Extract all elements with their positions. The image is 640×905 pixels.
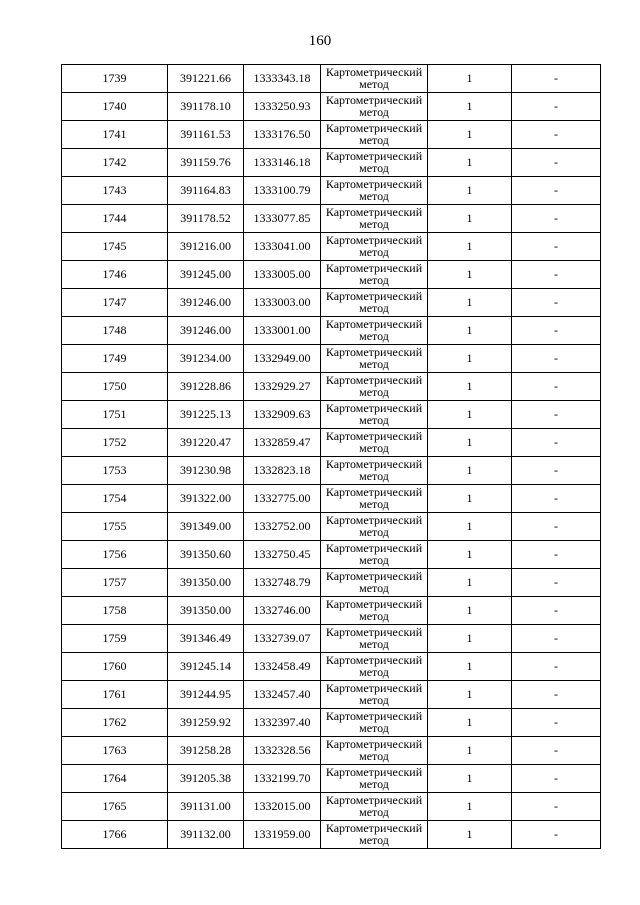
point-number: 1746 <box>62 261 168 289</box>
note-cell: - <box>512 289 601 317</box>
note-cell: - <box>512 625 601 653</box>
point-number: 1748 <box>62 317 168 345</box>
table-row <box>62 737 601 765</box>
count-cell: 1 <box>428 709 512 737</box>
x-coordinate: 391178.52 <box>168 205 244 233</box>
method-line-2: метод <box>359 385 389 399</box>
table-row <box>62 681 601 709</box>
table-row <box>62 457 601 485</box>
y-coordinate: 1332929.27 <box>244 373 321 401</box>
x-coordinate: 391161.53 <box>168 121 244 149</box>
y-coordinate: 1332909.63 <box>244 401 321 429</box>
x-coordinate: 391216.00 <box>168 233 244 261</box>
note-cell: - <box>512 513 601 541</box>
y-coordinate: 1333077.85 <box>244 205 321 233</box>
method-line-2: метод <box>359 189 389 203</box>
y-coordinate: 1333343.18 <box>244 65 321 93</box>
method-line-2: метод <box>359 161 389 175</box>
count-cell: 1 <box>428 373 512 401</box>
y-coordinate: 1332458.49 <box>244 653 321 681</box>
method-cell <box>321 653 428 681</box>
x-coordinate: 391225.13 <box>168 401 244 429</box>
method-line-1: Картометрический <box>325 625 423 639</box>
table-row <box>62 177 601 205</box>
method-cell <box>321 373 428 401</box>
method-line-2: метод <box>359 833 389 847</box>
method-line-1: Картометрический <box>325 765 423 779</box>
x-coordinate: 391350.60 <box>168 541 244 569</box>
x-coordinate: 391245.14 <box>168 653 244 681</box>
y-coordinate: 1333176.50 <box>244 121 321 149</box>
count-cell: 1 <box>428 569 512 597</box>
x-coordinate: 391258.28 <box>168 737 244 765</box>
method-line-2: метод <box>359 553 389 567</box>
method-line-2: метод <box>359 665 389 679</box>
table-row <box>62 65 601 93</box>
count-cell: 1 <box>428 765 512 793</box>
note-cell: - <box>512 457 601 485</box>
method-line-2: метод <box>359 777 389 791</box>
y-coordinate: 1333003.00 <box>244 289 321 317</box>
method-cell <box>321 765 428 793</box>
note-cell: - <box>512 317 601 345</box>
count-cell: 1 <box>428 121 512 149</box>
method-line-1: Картометрический <box>325 261 423 275</box>
count-cell: 1 <box>428 177 512 205</box>
x-coordinate: 391132.00 <box>168 821 244 849</box>
x-coordinate: 391245.00 <box>168 261 244 289</box>
method-line-1: Картометрический <box>325 429 423 443</box>
x-coordinate: 391244.95 <box>168 681 244 709</box>
method-cell <box>321 513 428 541</box>
method-line-2: метод <box>359 105 389 119</box>
method-line-1: Картометрический <box>325 821 423 835</box>
x-coordinate: 391205.38 <box>168 765 244 793</box>
method-line-1: Картометрический <box>325 681 423 695</box>
point-number: 1758 <box>62 597 168 625</box>
method-line-1: Картометрический <box>325 93 423 107</box>
point-number: 1762 <box>62 709 168 737</box>
x-coordinate: 391228.86 <box>168 373 244 401</box>
note-cell: - <box>512 541 601 569</box>
table-row <box>62 289 601 317</box>
count-cell: 1 <box>428 485 512 513</box>
point-number: 1761 <box>62 681 168 709</box>
note-cell: - <box>512 93 601 121</box>
count-cell: 1 <box>428 653 512 681</box>
method-line-1: Картометрический <box>325 317 423 331</box>
count-cell: 1 <box>428 345 512 373</box>
note-cell: - <box>512 821 601 849</box>
method-line-2: метод <box>359 805 389 819</box>
note-cell: - <box>512 597 601 625</box>
method-line-1: Картометрический <box>325 233 423 247</box>
method-cell <box>321 317 428 345</box>
note-cell: - <box>512 177 601 205</box>
method-line-2: метод <box>359 133 389 147</box>
point-number: 1739 <box>62 65 168 93</box>
point-number: 1763 <box>62 737 168 765</box>
point-number: 1749 <box>62 345 168 373</box>
method-line-2: метод <box>359 525 389 539</box>
method-cell <box>321 121 428 149</box>
y-coordinate: 1333005.00 <box>244 261 321 289</box>
method-line-2: метод <box>359 749 389 763</box>
note-cell: - <box>512 401 601 429</box>
x-coordinate: 391259.92 <box>168 709 244 737</box>
method-line-1: Картометрический <box>325 457 423 471</box>
y-coordinate: 1332750.45 <box>244 541 321 569</box>
method-line-1: Картометрический <box>325 205 423 219</box>
x-coordinate: 391178.10 <box>168 93 244 121</box>
point-number: 1743 <box>62 177 168 205</box>
page-number: 160 <box>308 33 332 49</box>
count-cell: 1 <box>428 401 512 429</box>
point-number: 1745 <box>62 233 168 261</box>
method-line-2: метод <box>359 413 389 427</box>
method-cell <box>321 569 428 597</box>
x-coordinate: 391349.00 <box>168 513 244 541</box>
y-coordinate: 1332199.70 <box>244 765 321 793</box>
note-cell: - <box>512 121 601 149</box>
table-row <box>62 429 601 457</box>
count-cell: 1 <box>428 93 512 121</box>
method-line-1: Картометрический <box>325 485 423 499</box>
y-coordinate: 1333146.18 <box>244 149 321 177</box>
method-cell <box>321 737 428 765</box>
note-cell: - <box>512 205 601 233</box>
x-coordinate: 391159.76 <box>168 149 244 177</box>
table-row <box>62 317 601 345</box>
method-line-1: Картометрический <box>325 401 423 415</box>
method-cell <box>321 821 428 849</box>
note-cell: - <box>512 65 601 93</box>
method-line-2: метод <box>359 301 389 315</box>
method-cell <box>321 457 428 485</box>
table-row <box>62 345 601 373</box>
method-cell <box>321 793 428 821</box>
table-row <box>62 765 601 793</box>
y-coordinate: 1332752.00 <box>244 513 321 541</box>
count-cell: 1 <box>428 261 512 289</box>
method-cell <box>321 65 428 93</box>
note-cell: - <box>512 345 601 373</box>
y-coordinate: 1331959.00 <box>244 821 321 849</box>
point-number: 1740 <box>62 93 168 121</box>
method-cell <box>321 289 428 317</box>
table-row <box>62 625 601 653</box>
x-coordinate: 391322.00 <box>168 485 244 513</box>
point-number: 1747 <box>62 289 168 317</box>
x-coordinate: 391221.66 <box>168 65 244 93</box>
note-cell: - <box>512 737 601 765</box>
y-coordinate: 1332328.56 <box>244 737 321 765</box>
method-line-2: метод <box>359 497 389 511</box>
x-coordinate: 391246.00 <box>168 317 244 345</box>
table-row <box>62 709 601 737</box>
count-cell: 1 <box>428 793 512 821</box>
method-cell <box>321 429 428 457</box>
table-row <box>62 541 601 569</box>
method-cell <box>321 205 428 233</box>
note-cell: - <box>512 681 601 709</box>
method-line-1: Картометрический <box>325 569 423 583</box>
point-number: 1750 <box>62 373 168 401</box>
x-coordinate: 391131.00 <box>168 793 244 821</box>
method-line-2: метод <box>359 581 389 595</box>
count-cell: 1 <box>428 289 512 317</box>
count-cell: 1 <box>428 429 512 457</box>
table-row <box>62 653 601 681</box>
method-line-1: Картометрический <box>325 653 423 667</box>
y-coordinate: 1332775.00 <box>244 485 321 513</box>
point-number: 1764 <box>62 765 168 793</box>
method-line-2: метод <box>359 441 389 455</box>
table-row <box>62 233 601 261</box>
point-number: 1744 <box>62 205 168 233</box>
count-cell: 1 <box>428 821 512 849</box>
y-coordinate: 1332739.07 <box>244 625 321 653</box>
method-line-2: метод <box>359 329 389 343</box>
table-row <box>62 401 601 429</box>
x-coordinate: 391220.47 <box>168 429 244 457</box>
method-cell <box>321 597 428 625</box>
y-coordinate: 1332746.00 <box>244 597 321 625</box>
note-cell: - <box>512 793 601 821</box>
method-line-1: Картометрический <box>325 513 423 527</box>
y-coordinate: 1332457.40 <box>244 681 321 709</box>
point-number: 1757 <box>62 569 168 597</box>
x-coordinate: 391346.49 <box>168 625 244 653</box>
coordinates-table <box>61 64 601 849</box>
count-cell: 1 <box>428 205 512 233</box>
method-line-2: метод <box>359 469 389 483</box>
method-line-2: метод <box>359 273 389 287</box>
note-cell: - <box>512 485 601 513</box>
y-coordinate: 1333250.93 <box>244 93 321 121</box>
method-line-2: метод <box>359 245 389 259</box>
table-row <box>62 121 601 149</box>
y-coordinate: 1332015.00 <box>244 793 321 821</box>
method-cell <box>321 261 428 289</box>
method-line-2: метод <box>359 217 389 231</box>
count-cell: 1 <box>428 317 512 345</box>
method-line-2: метод <box>359 357 389 371</box>
y-coordinate: 1332748.79 <box>244 569 321 597</box>
y-coordinate: 1332397.40 <box>244 709 321 737</box>
method-line-1: Картометрический <box>325 121 423 135</box>
table-row <box>62 513 601 541</box>
method-cell <box>321 149 428 177</box>
method-cell <box>321 401 428 429</box>
method-cell <box>321 233 428 261</box>
method-line-1: Картометрический <box>325 373 423 387</box>
method-line-1: Картометрический <box>325 541 423 555</box>
method-line-2: метод <box>359 637 389 651</box>
point-number: 1741 <box>62 121 168 149</box>
point-number: 1752 <box>62 429 168 457</box>
method-line-1: Картометрический <box>325 149 423 163</box>
point-number: 1753 <box>62 457 168 485</box>
point-number: 1759 <box>62 625 168 653</box>
method-cell <box>321 709 428 737</box>
method-line-1: Картометрический <box>325 345 423 359</box>
x-coordinate: 391246.00 <box>168 289 244 317</box>
y-coordinate: 1332949.00 <box>244 345 321 373</box>
method-line-1: Картометрический <box>325 793 423 807</box>
count-cell: 1 <box>428 149 512 177</box>
count-cell: 1 <box>428 457 512 485</box>
point-number: 1756 <box>62 541 168 569</box>
table-row <box>62 821 601 849</box>
note-cell: - <box>512 233 601 261</box>
method-cell <box>321 485 428 513</box>
count-cell: 1 <box>428 681 512 709</box>
count-cell: 1 <box>428 233 512 261</box>
point-number: 1742 <box>62 149 168 177</box>
method-line-1: Картометрический <box>325 597 423 611</box>
y-coordinate: 1333001.00 <box>244 317 321 345</box>
point-number: 1751 <box>62 401 168 429</box>
method-line-2: метод <box>359 721 389 735</box>
count-cell: 1 <box>428 737 512 765</box>
count-cell: 1 <box>428 513 512 541</box>
method-cell <box>321 681 428 709</box>
table-row <box>62 485 601 513</box>
y-coordinate: 1333100.79 <box>244 177 321 205</box>
y-coordinate: 1332823.18 <box>244 457 321 485</box>
y-coordinate: 1332859.47 <box>244 429 321 457</box>
point-number: 1766 <box>62 821 168 849</box>
method-cell <box>321 177 428 205</box>
method-line-1: Картометрический <box>325 177 423 191</box>
method-line-1: Картометрический <box>325 737 423 751</box>
table-row <box>62 261 601 289</box>
method-cell <box>321 541 428 569</box>
method-line-2: метод <box>359 77 389 91</box>
count-cell: 1 <box>428 541 512 569</box>
note-cell: - <box>512 261 601 289</box>
note-cell: - <box>512 765 601 793</box>
table-row <box>62 793 601 821</box>
table-row <box>62 149 601 177</box>
note-cell: - <box>512 653 601 681</box>
count-cell: 1 <box>428 625 512 653</box>
table-row <box>62 569 601 597</box>
point-number: 1765 <box>62 793 168 821</box>
method-cell <box>321 625 428 653</box>
point-number: 1754 <box>62 485 168 513</box>
x-coordinate: 391230.98 <box>168 457 244 485</box>
x-coordinate: 391164.83 <box>168 177 244 205</box>
method-cell <box>321 93 428 121</box>
method-line-2: метод <box>359 609 389 623</box>
x-coordinate: 391350.00 <box>168 597 244 625</box>
note-cell: - <box>512 149 601 177</box>
x-coordinate: 391350.00 <box>168 569 244 597</box>
method-line-2: метод <box>359 693 389 707</box>
table-row <box>62 93 601 121</box>
method-line-1: Картометрический <box>325 709 423 723</box>
y-coordinate: 1333041.00 <box>244 233 321 261</box>
point-number: 1755 <box>62 513 168 541</box>
method-line-1: Картометрический <box>325 289 423 303</box>
table-row <box>62 205 601 233</box>
note-cell: - <box>512 569 601 597</box>
table-row <box>62 373 601 401</box>
table-row <box>62 597 601 625</box>
x-coordinate: 391234.00 <box>168 345 244 373</box>
point-number: 1760 <box>62 653 168 681</box>
count-cell: 1 <box>428 597 512 625</box>
note-cell: - <box>512 373 601 401</box>
method-cell <box>321 345 428 373</box>
note-cell: - <box>512 429 601 457</box>
method-line-1: Картометрический <box>325 65 423 79</box>
count-cell: 1 <box>428 65 512 93</box>
note-cell: - <box>512 709 601 737</box>
